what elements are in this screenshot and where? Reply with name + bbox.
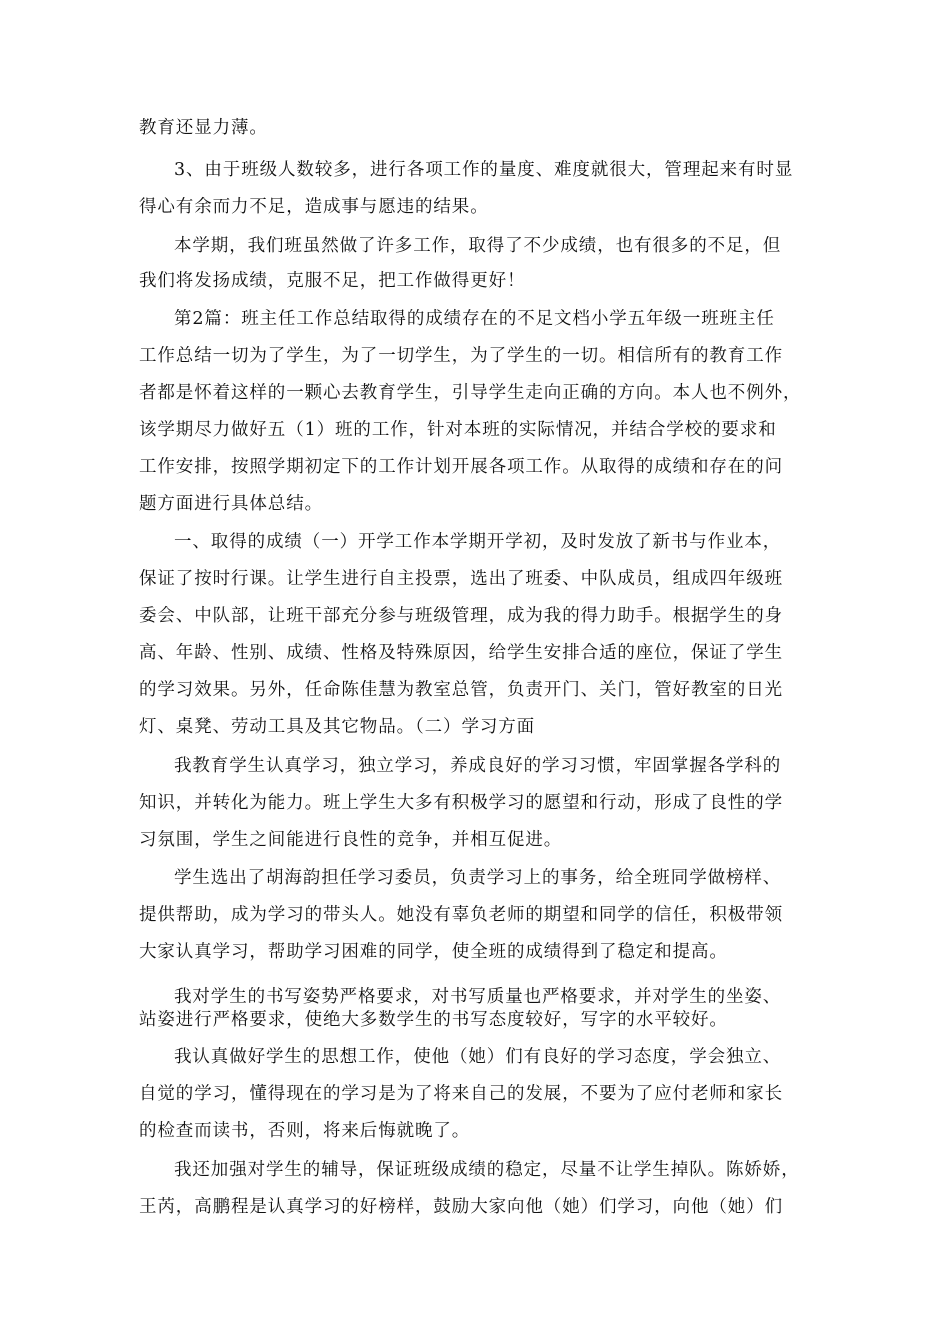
text-line: 高、年龄、性别、成绩、性格及特殊原因，给学生安排合适的座位，保证了学生 [139, 643, 783, 663]
text-line: 我认真做好学生的思想工作，使他（她）们有良好的学习态度，学会独立、 [174, 1047, 782, 1067]
text-line: 第2篇：班主任工作总结取得的成绩存在的不足文档小学五年级一班班主任 [174, 309, 775, 329]
text-line: 委会、中队部，让班干部充分参与班级管理，成为我的得力助手。根据学生的身 [139, 606, 783, 626]
text-line: 我还加强对学生的辅导，保证班级成绩的稳定，尽量不让学生掉队。陈娇娇， [174, 1160, 800, 1180]
text-line: 3、由于班级人数较多，进行各项工作的量度、难度就很大，管理起来有时显 [174, 160, 794, 180]
text-line: 我们将发扬成绩，克服不足，把工作做得更好！ [139, 271, 526, 291]
text-line: 本学期，我们班虽然做了许多工作，取得了不少成绩，也有很多的不足，但 [174, 236, 782, 256]
text-line: 灯、桌凳、劳动工具及其它物品。（二）学习方面 [139, 717, 536, 737]
text-line: 王芮，高鹏程是认真学习的好榜样，鼓励大家向他（她）们学习，向他（她）们 [139, 1197, 783, 1217]
text-line: 提供帮助，成为学习的带头人。她没有辜负老师的期望和同学的信任，积极带领 [139, 905, 783, 925]
text-line: 大家认真学习，帮助学习困难的同学，使全班的成绩得到了稳定和提高。 [139, 942, 728, 962]
text-line: 工作安排，按照学期初定下的工作计划开展各项工作。从取得的成绩和存在的问 [139, 457, 783, 477]
text-line: 知识，并转化为能力。班上学生大多有积极学习的愿望和行动，形成了良性的学 [139, 793, 783, 813]
text-line: 我对学生的书写姿势严格要求，对书写质量也严格要求，并对学生的坐姿、 [174, 987, 782, 1007]
text-line: 一、取得的成绩（一）开学工作本学期开学初，及时发放了新书与作业本， [174, 532, 782, 552]
text-line: 的检查而读书，否则，将来后悔就晚了。 [139, 1121, 471, 1141]
text-line: 者都是怀着这样的一颗心去教育学生，引导学生走向正确的方向。本人也不例外， [139, 383, 802, 403]
text-line: 得心有余而力不足，造成事与愿违的结果。 [139, 197, 489, 217]
text-line: 工作总结一切为了学生，为了一切学生，为了学生的一切。相信所有的教育工作 [139, 346, 783, 366]
text-line: 自觉的学习，懂得现在的学习是为了将来自己的发展，不要为了应付老师和家长 [139, 1084, 783, 1104]
text-line: 我教育学生认真学习，独立学习，养成良好的学习习惯，牢固掌握各学科的 [174, 756, 782, 776]
text-line: 该学期尽力做好五（1）班的工作，针对本班的实际情况，并结合学校的要求和 [139, 420, 777, 440]
text-line: 教育还显力薄。 [139, 118, 268, 138]
text-line: 题方面进行具体总结。 [139, 494, 323, 514]
text-line: 保证了按时行课。让学生进行自主投票，选出了班委、中队成员，组成四年级班 [139, 569, 783, 589]
text-line: 的学习效果。另外，任命陈佳慧为教室总管，负责开门、关门，管好教室的日光 [139, 680, 783, 700]
text-line: 习氛围，学生之间能进行良性的竞争，并相互促进。 [139, 830, 563, 850]
text-line: 学生选出了胡海韵担任学习委员，负责学习上的事务，给全班同学做榜样、 [174, 868, 782, 888]
text-line: 站姿进行严格要求，使绝大多数学生的书写态度较好，写字的水平较好。 [139, 1010, 728, 1030]
